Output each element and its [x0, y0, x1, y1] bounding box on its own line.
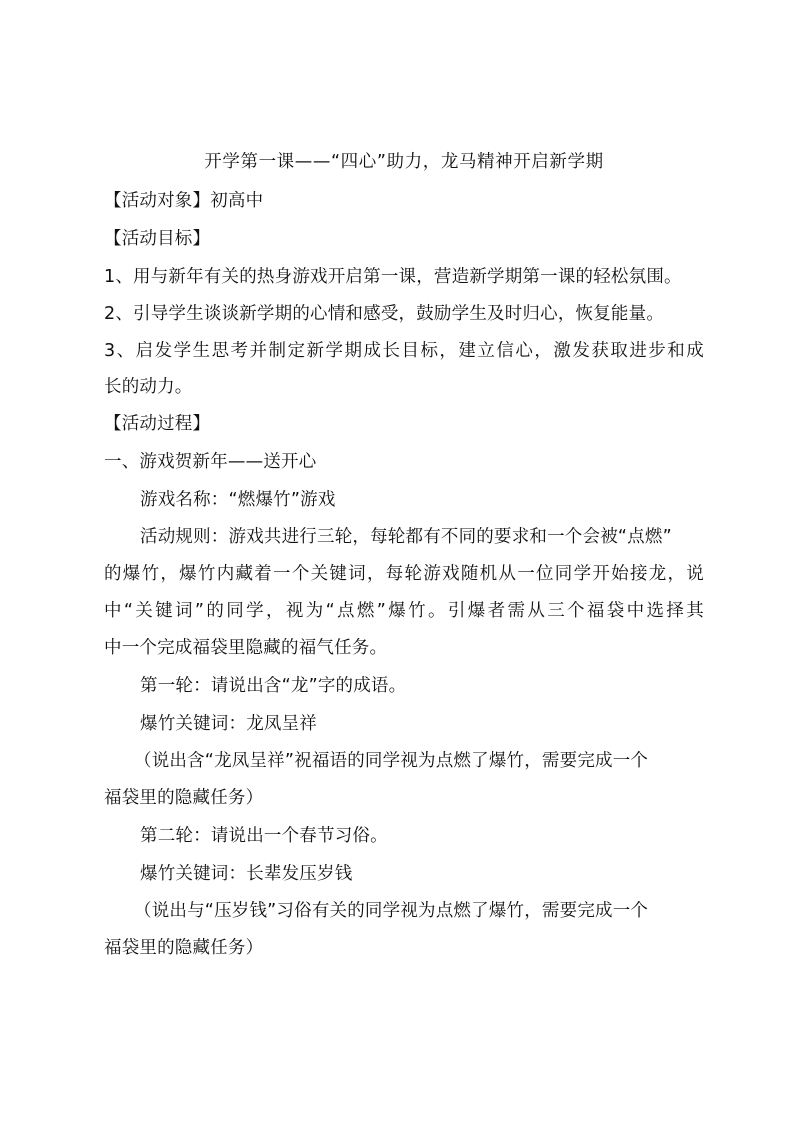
- activity-target: 【活动对象】初高中: [104, 191, 264, 211]
- round-two-note-line-1: （说出与“压岁钱”习俗有关的同学视为点燃了爆竹，需要完成一个: [134, 901, 649, 921]
- process-heading: 【活动过程】: [104, 414, 211, 434]
- round-two-keyword: 爆竹关键词：长辈发压岁钱: [140, 864, 353, 884]
- rules-line-2: 的爆竹，爆竹内藏着一个关键词，每轮游戏随机从一位同学开始接龙，说: [104, 564, 704, 584]
- round-two-note-line-2: 福袋里的隐藏任务）: [104, 938, 264, 958]
- rules-line-1: 活动规则：游戏共进行三轮，每轮都有不同的要求和一个会被“点燃”: [140, 527, 672, 547]
- round-one-note-line-2: 福袋里的隐藏任务）: [104, 788, 264, 808]
- goal-item-1: 1、用与新年有关的热身游戏开启第一课，营造新学期第一课的轻松氛围。: [104, 267, 682, 287]
- round-one-note-line-1: （说出含“龙凤呈祥”祝福语的同学视为点燃了爆竹，需要完成一个: [134, 751, 649, 771]
- round-one-keyword: 爆竹关键词：龙凤呈祥: [140, 714, 317, 734]
- section-one-heading: 一、游戏贺新年——送开心: [104, 452, 317, 472]
- goal-item-2: 2、引导学生谈谈新学期的心情和感受，鼓励学生及时归心，恢复能量。: [104, 304, 665, 324]
- goal-item-3: 3、启发学生思考并制定新学期成长目标，建立信心，激发获取进步和成: [104, 341, 704, 361]
- rules-line-3: 中“关键词”的同学，视为“点燃”爆竹。引爆者需从三个福袋中选择其: [104, 601, 704, 621]
- rules-line-4: 中一个完成福袋里隐藏的福气任务。: [104, 638, 388, 658]
- goals-heading: 【活动目标】: [104, 229, 211, 249]
- round-two-prompt: 第二轮：请说出一个春节习俗。: [140, 826, 388, 846]
- round-one-prompt: 第一轮：请说出含“龙”字的成语。: [140, 676, 407, 696]
- goal-item-3-continued: 长的动力。: [104, 377, 193, 397]
- game-name: 游戏名称：“燃爆竹”游戏: [140, 490, 336, 510]
- document-title: 开学第一课——“四心”助力，龙马精神开启新学期: [204, 152, 604, 172]
